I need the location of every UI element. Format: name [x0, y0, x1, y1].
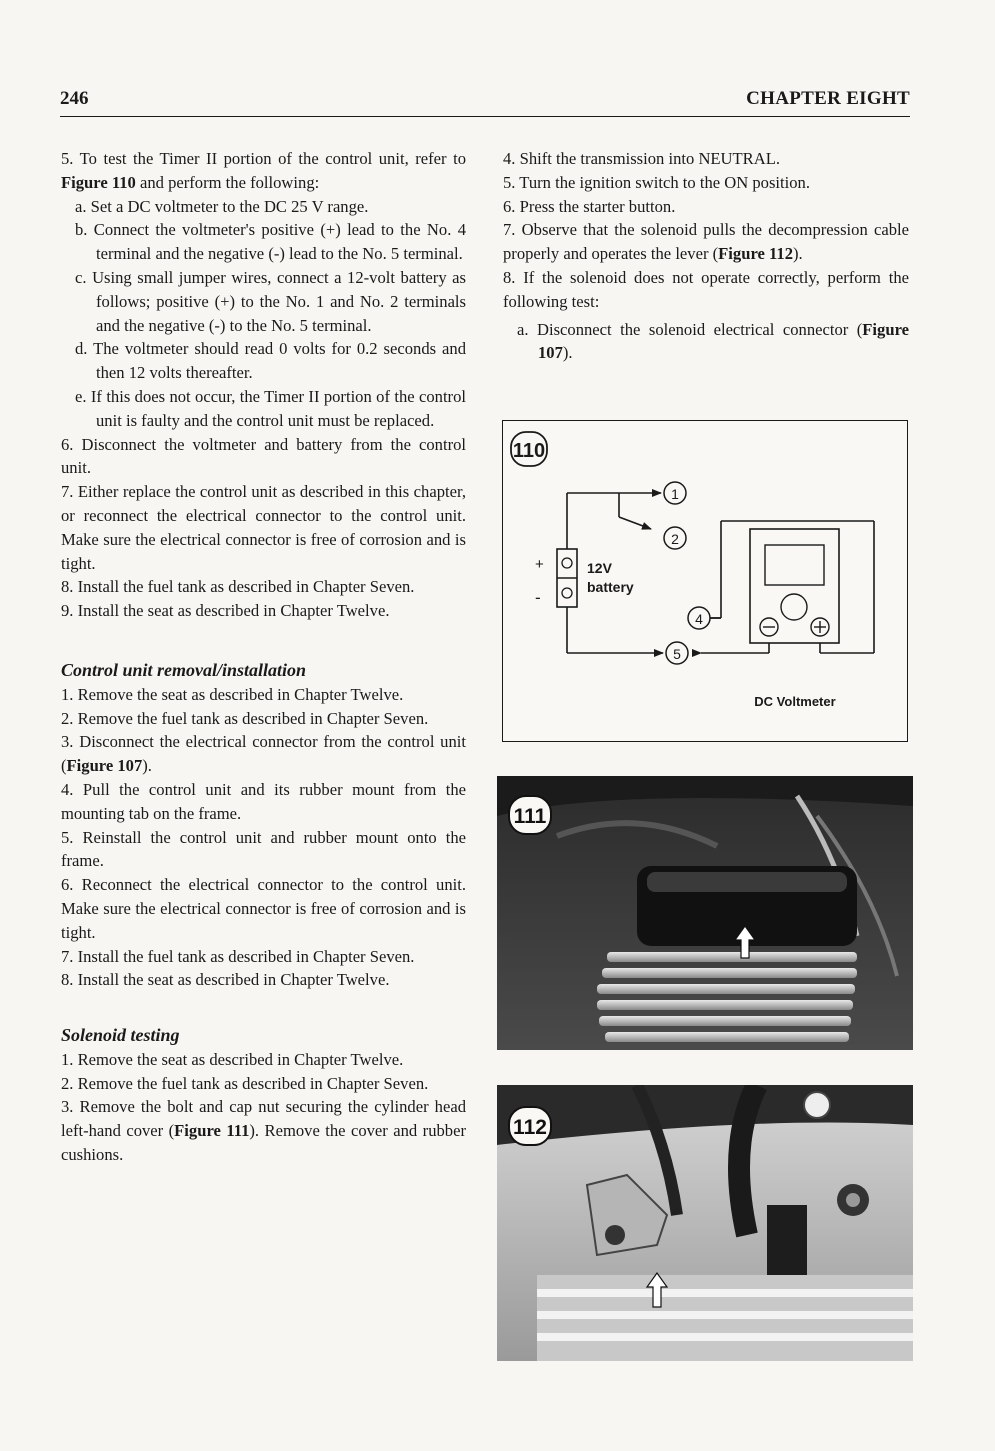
step-4: 4. Shift the transmission into NEUTRAL.: [503, 149, 781, 168]
svg-text:112: 112: [513, 1116, 547, 1139]
cu-step-7: 7. Install the fuel tank as described in Chapter Seven.: [61, 946, 415, 966]
step-9: 9. Install the seat as described in Chapter Twelve.: [61, 601, 390, 621]
svg-text:2: 2: [671, 531, 679, 547]
sol-step-3: 3. Remove the bolt and cap nut securing the cylinder head left-hand cover (Figure 111). Remove the cover and rubber cushions.: [61, 1097, 466, 1165]
figure-ref: Figure 111: [174, 1121, 250, 1141]
section-heading-solenoid: Solenoid testing: [61, 1025, 180, 1046]
step-7: 7. Either replace the control unit as described in this chapter, or reconnect the electrical connector to the control unit. Make sure the electrical connector is free of corrosion and is tight.: [61, 482, 466, 573]
cu-step-1: 1. Remove the seat as described in Chapter Twelve.: [61, 684, 404, 704]
sol-step-1: 1. Remove the seat as described in Chapter Twelve.: [61, 1049, 404, 1069]
terminal-1: [664, 482, 686, 504]
chapter-title: CHAPTER EIGHT: [746, 88, 910, 109]
cu-step-4: 4. Pull the control unit and its rubber mount from the mounting tab on the frame.: [61, 779, 466, 823]
step-8: 8. If the solenoid does not operate correctly, perform the following test:: [503, 267, 909, 311]
step-8a: a. Disconnect the solenoid electrical connector (Figure 107).: [517, 319, 909, 363]
step-6: 6. Disconnect the voltmeter and battery from the control unit.: [61, 434, 466, 478]
cu-step-8: 8. Install the seat as described in Chapter Twelve.: [61, 970, 390, 990]
right-column: [503, 147, 909, 365]
battery-label: battery: [587, 579, 634, 595]
figure-111-photo: [497, 776, 913, 1050]
step-5b: b. Connect the voltmeter's positive (+) lead to the No. 4 terminal and the negative (-) lead to the No. 5 terminal.: [75, 220, 466, 264]
voltmeter-label: DC Voltmeter: [754, 694, 836, 709]
page-header: [60, 88, 910, 117]
cu-step-3: 3. Disconnect the electrical connector from the control unit (Figure 107).: [61, 732, 466, 776]
plus-sign: +: [535, 556, 544, 573]
figure-ref: Figure 110: [61, 172, 136, 192]
figure-number-badge: [509, 796, 551, 834]
terminal-2: [664, 527, 686, 549]
terminal-5: [666, 642, 688, 664]
svg-text:5: 5: [673, 646, 681, 662]
step-8: 8. Install the fuel tank as described in Chapter Seven.: [61, 577, 415, 597]
figure-number-badge: [511, 432, 547, 466]
step-5: 5. Turn the ignition switch to the ON position.: [503, 172, 811, 192]
battery: [535, 549, 634, 607]
step-5e: e. If this does not occur, the Timer II portion of the control unit is faulty and the control unit must be replaced.: [75, 386, 466, 430]
solenoid-lever-photo: [497, 1085, 913, 1361]
page-number: 246: [60, 88, 89, 109]
step-5c: c. Using small jumper wires, connect a 12-volt battery as follows; positive (+) to the No. 1 and No. 2 terminals and the negative (-) to the No. 5 terminal.: [75, 267, 466, 335]
svg-text:4: 4: [695, 611, 703, 627]
left-column: [61, 147, 466, 1167]
step-5: 5. To test the Timer II portion of the control unit, refer to Figure 110 and perform the following:: [61, 149, 466, 192]
sol-step-2: 2. Remove the fuel tank as described in Chapter Seven.: [61, 1073, 429, 1093]
figure-ref: Figure 107: [538, 319, 909, 363]
step-7: 7. Observe that the solenoid pulls the decompression cable properly and operates the lever (Figure 112).: [503, 220, 909, 264]
terminal-4: [688, 607, 710, 629]
step-6: 6. Press the starter button.: [503, 196, 676, 216]
step-5a: a. Set a DC voltmeter to the DC 25 V range.: [75, 196, 369, 216]
svg-text:110: 110: [512, 440, 546, 462]
engine-cylinder-head-photo: [497, 776, 913, 1050]
cu-step-5: 5. Reinstall the control unit and rubber mount onto the frame.: [61, 827, 466, 871]
dc-voltmeter: [750, 529, 839, 643]
figure-number-badge: [509, 1107, 551, 1145]
cu-step-6: 6. Reconnect the electrical connector to the control unit. Make sure the electrical connector is free of corrosion and is tight.: [61, 875, 466, 942]
battery-voltage-label: 12V: [587, 560, 612, 576]
figure-ref: Figure 107: [66, 756, 143, 776]
section-heading-control-unit: Control unit removal/installation: [61, 659, 307, 680]
wiring-diagram: [503, 421, 907, 741]
cu-step-2: 2. Remove the fuel tank as described in Chapter Seven.: [61, 708, 429, 728]
minus-sign: -: [535, 588, 541, 607]
figure-ref: Figure 112: [718, 244, 793, 264]
svg-text:1: 1: [671, 486, 679, 502]
figure-112-photo: [497, 1085, 913, 1361]
step-5d: d. The voltmeter should read 0 volts for 0.2 seconds and then 12 volts thereafter.: [75, 339, 466, 383]
figure-110-diagram: [502, 420, 908, 742]
svg-text:111: 111: [513, 805, 547, 828]
